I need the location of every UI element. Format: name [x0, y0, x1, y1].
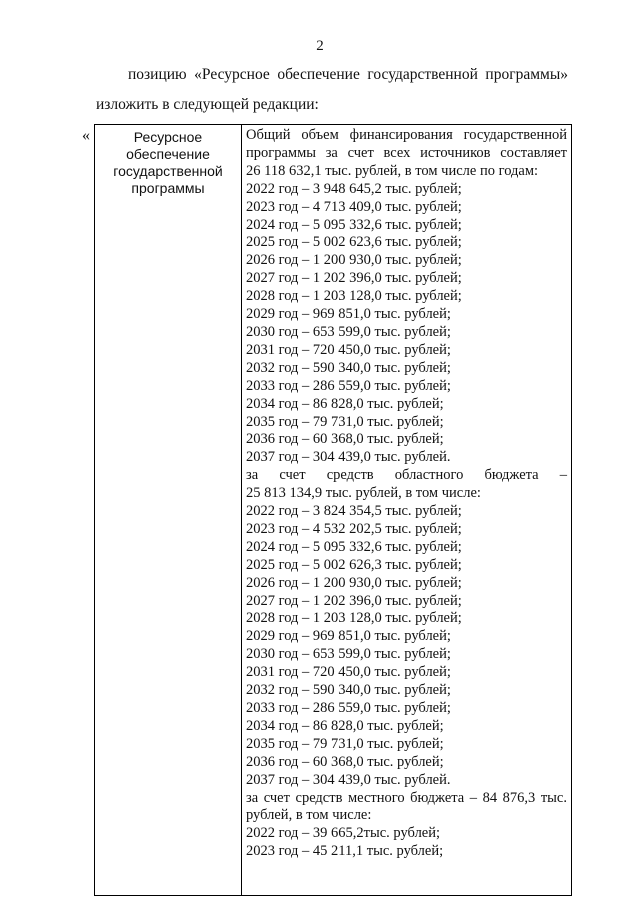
resource-table — [94, 124, 572, 896]
opening-quote-mark: « — [82, 127, 90, 144]
financing-line: за счет средств областного бюджета – — [246, 467, 567, 484]
financing-line: 2023 год – 4 713 409,0 тыс. рублей; — [246, 198, 462, 215]
financing-line: 2027 год – 1 202 396,0 тыс. рублей; — [246, 270, 462, 287]
financing-line: 25 813 134,9 тыс. рублей, в том числе: — [246, 485, 481, 502]
financing-line: 2022 год – 3 824 354,5 тыс. рублей; — [246, 503, 462, 520]
intro-line-2: изложить в следующей редакции: — [96, 96, 319, 113]
financing-line: 2029 год – 969 851,0 тыс. рублей; — [246, 306, 451, 323]
financing-line: 2031 год – 720 450,0 тыс. рублей; — [246, 664, 451, 681]
resource-label: Ресурсное обеспечение государственной программы — [113, 129, 223, 196]
financing-line: 2023 год – 45 211,1 тыс. рублей; — [246, 843, 444, 860]
financing-line: 2026 год – 1 200 930,0 тыс. рублей; — [246, 574, 462, 591]
financing-line: 2022 год – 3 948 645,2 тыс. рублей; — [246, 180, 462, 197]
financing-line: 2030 год – 653 599,0 тыс. рублей; — [246, 646, 451, 663]
financing-line: Общий объем финансирования государственной — [246, 127, 567, 143]
financing-line: за счет средств местного бюджета – 84 876,3 тыс. — [246, 789, 567, 806]
intro-line-1: позицию «Ресурсное обеспечение государственной программы» — [128, 66, 568, 83]
financing-line: 2022 год – 39 665,2тыс. рублей; — [246, 825, 441, 842]
financing-line: программы за счет всех источников составляет — [246, 144, 567, 161]
page-number: 2 — [316, 38, 324, 54]
table-row — [95, 125, 572, 896]
financing-line: 2037 год – 304 439,0 тыс. рублей. — [246, 449, 451, 466]
financing-line: 2026 год – 1 200 930,0 тыс. рублей; — [246, 252, 462, 269]
financing-line: 2032 год – 590 340,0 тыс. рублей; — [246, 682, 451, 699]
financing-line: 2029 год – 969 851,0 тыс. рублей; — [246, 628, 451, 645]
financing-line: 2023 год – 4 532 202,5 тыс. рублей; — [246, 520, 462, 537]
financing-line: 2034 год – 86 828,0 тыс. рублей; — [246, 395, 444, 412]
financing-line: 2024 год – 5 095 332,6 тыс. рублей; — [246, 216, 462, 233]
financing-line: 2033 год – 286 559,0 тыс. рублей; — [246, 377, 451, 394]
financing-line: 2024 год – 5 095 332,6 тыс. рублей; — [246, 538, 462, 555]
financing-line: 26 118 632,1 тыс. рублей, в том числе по годам: — [246, 162, 539, 179]
financing-line: 2033 год – 286 559,0 тыс. рублей; — [246, 700, 451, 716]
financing-line: рублей, в том числе: — [246, 807, 372, 824]
financing-line: 2028 год – 1 203 128,0 тыс. рублей; — [246, 610, 462, 627]
financing-line: 2030 год – 653 599,0 тыс. рублей; — [246, 323, 451, 340]
financing-line: 2035 год – 79 731,0 тыс. рублей; — [246, 413, 444, 430]
financing-line: 2037 год – 304 439,0 тыс. рублей. — [246, 771, 451, 788]
financing-line: 2035 год – 79 731,0 тыс. рублей; — [246, 735, 444, 752]
financing-line: 2032 год – 590 340,0 тыс. рублей; — [246, 359, 451, 376]
financing-line: 2028 год – 1 203 128,0 тыс. рублей; — [246, 288, 462, 305]
financing-line: 2025 год – 5 002 626,3 тыс. рублей; — [246, 556, 462, 573]
financing-line: 2031 год – 720 450,0 тыс. рублей; — [246, 341, 451, 358]
financing-line: 2036 год – 60 368,0 тыс. рублей; — [246, 753, 444, 770]
financing-line: 2034 год – 86 828,0 тыс. рублей; — [246, 717, 444, 734]
financing-line: 2027 год – 1 202 396,0 тыс. рублей; — [246, 592, 462, 609]
financing-text-cell — [242, 125, 572, 896]
resource-label-cell — [95, 125, 242, 896]
financing-line: 2036 год – 60 368,0 тыс. рублей; — [246, 431, 444, 448]
financing-line: 2025 год – 5 002 623,6 тыс. рублей; — [246, 234, 462, 251]
